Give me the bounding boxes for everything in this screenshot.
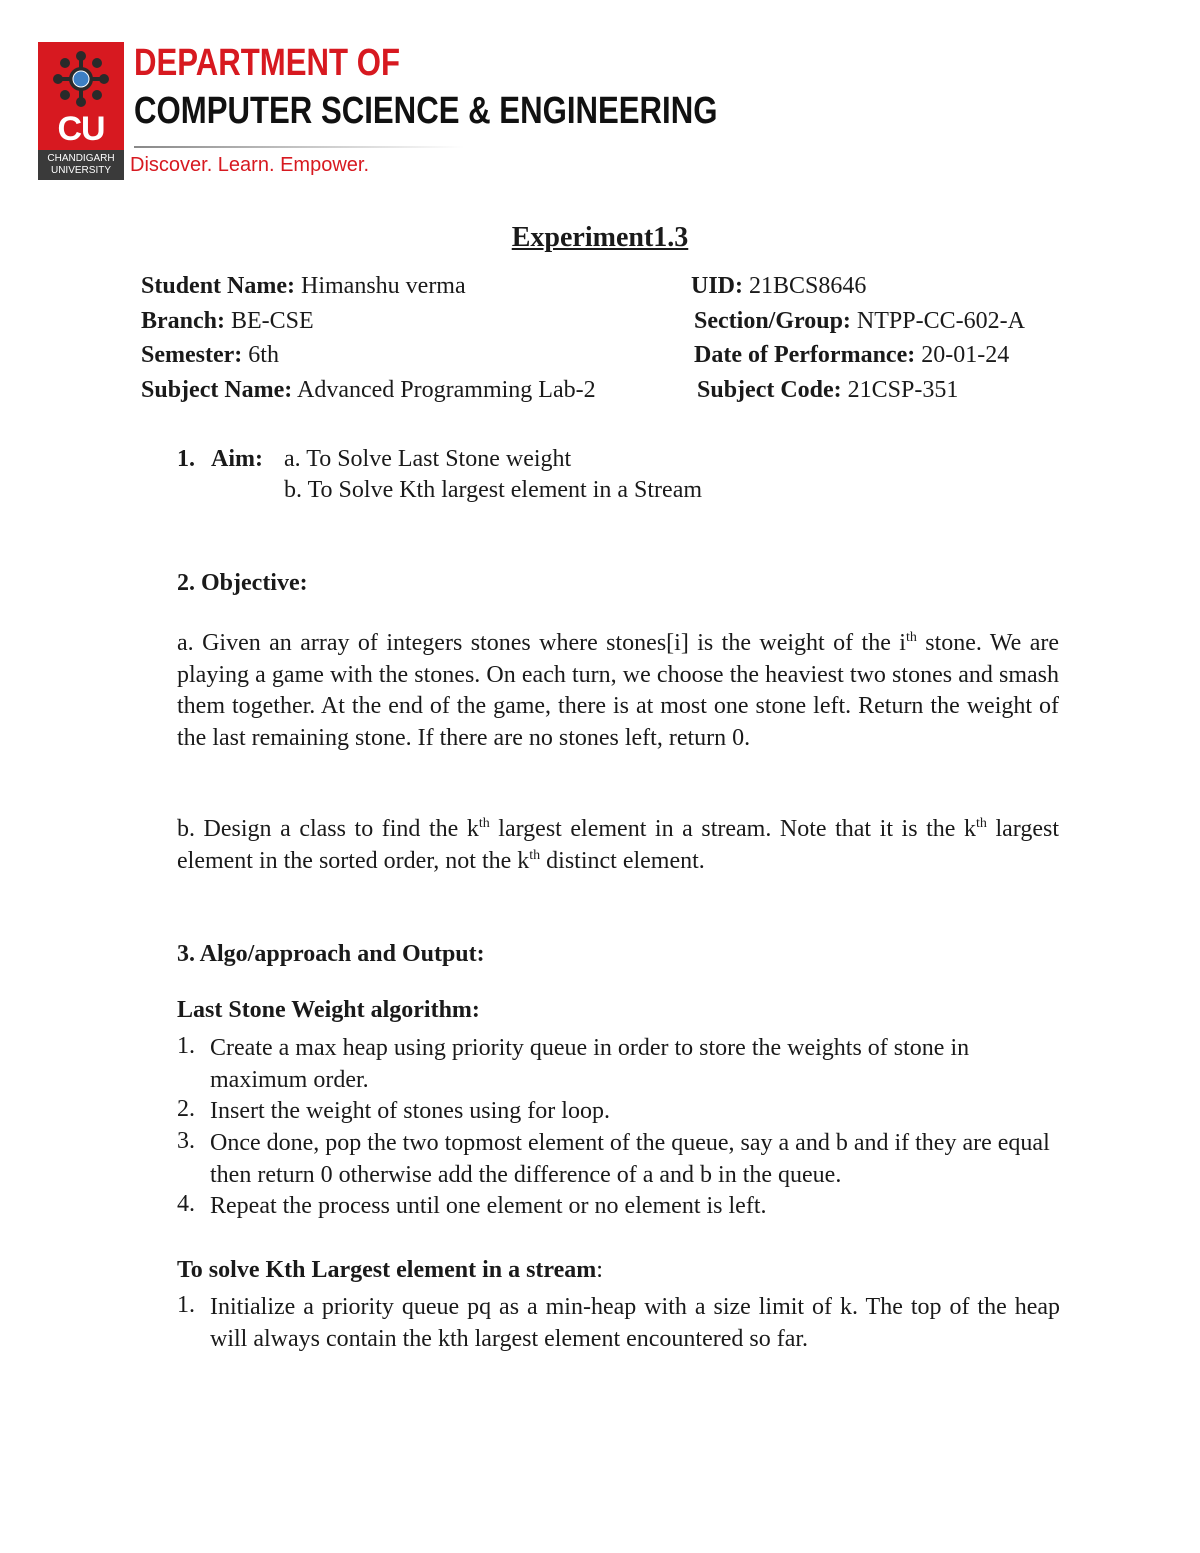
aim-number: 1.	[177, 446, 195, 472]
list-item-number: 2.	[177, 1096, 195, 1122]
objective-paragraph-b: b. Design a class to find the $k^{th}$ largest element in a stream. Note that it is the $k^{th}$ largest element in the sorted order, not the $k^{th}$ distinct element.	[177, 816, 1059, 874]
subject-code-row: Subject Code: 21CSP-351	[697, 377, 959, 403]
list-item-number: 1.	[177, 1292, 195, 1318]
list-item-number: 1.	[177, 1033, 195, 1059]
uid-row: UID: 21BCS8646	[691, 273, 867, 299]
date-row: Date of Performance: 20-01-24	[694, 342, 1010, 368]
branch-row: Branch: BE-CSE	[141, 308, 314, 334]
aim-item-a: a. To Solve Last Stone weight	[284, 446, 572, 472]
page-title: Experiment1.3	[511, 222, 689, 253]
tagline: Discover. Learn. Empower.	[130, 154, 369, 176]
university-logo	[38, 42, 124, 180]
logo-cu-text: CU	[57, 110, 105, 148]
list-item: Repeat the process until one element or no element is left.	[210, 1193, 767, 1219]
department-title-line1: DEPARTMENT OF	[134, 42, 401, 84]
student-name-row: Student Name: Himanshu verma	[141, 273, 466, 299]
cu-emblem-icon	[52, 50, 110, 108]
section-row: Section/Group: NTPP-CC-602-A	[694, 308, 1025, 334]
list-item: Insert the weight of stones using for loop.	[210, 1098, 610, 1124]
aim-label: Aim:	[211, 446, 263, 472]
list-item: Create a max heap using priority queue in order to store the weights of stone in maximum order.	[210, 1035, 970, 1093]
list-item-number: 3.	[177, 1128, 195, 1154]
algo-heading: 3. Algo/approach and Output:	[177, 941, 485, 967]
semester-row: Semester: 6th	[141, 342, 279, 368]
department-title-line2: COMPUTER SCIENCE & ENGINEERING	[134, 90, 718, 132]
list-item-number: 4.	[177, 1191, 195, 1217]
list-item: Once done, pop the two topmost element of the queue, say a and b and if they are equal then return 0 otherwise add the difference of a and b in the queue.	[210, 1130, 1050, 1188]
department-header	[38, 40, 718, 182]
aim-item-b: b. To Solve Kth largest element in a Stream	[284, 477, 703, 503]
stone-algorithm-heading: Last Stone Weight algorithm:	[177, 997, 480, 1023]
subject-name-row: Subject Name: Advanced Programming Lab-2	[141, 377, 596, 403]
objective-paragraph-a: a. Given an array of integers stones where stones[i] is the weight of the $i^{th}$ stone. We are playing a game with the stones. On each turn, we choose the heaviest two stones and smash them together. At the end of the game, there is at most one stone left. Return the weight of the last remaining stone. If there are no stones left, return 0.	[177, 630, 1059, 751]
kth-algorithm-heading: To solve Kth Largest element in a stream:	[177, 1257, 603, 1283]
header-divider	[134, 146, 464, 148]
list-item: Initialize a priority queue pq as a min-heap with a size limit of k. The top of the heap will always contain the kth largest element encountered so far.	[210, 1294, 1060, 1352]
objective-heading: 2. Objective:	[177, 570, 308, 596]
logo-university-name: CHANDIGARH UNIVERSITY	[38, 150, 124, 180]
